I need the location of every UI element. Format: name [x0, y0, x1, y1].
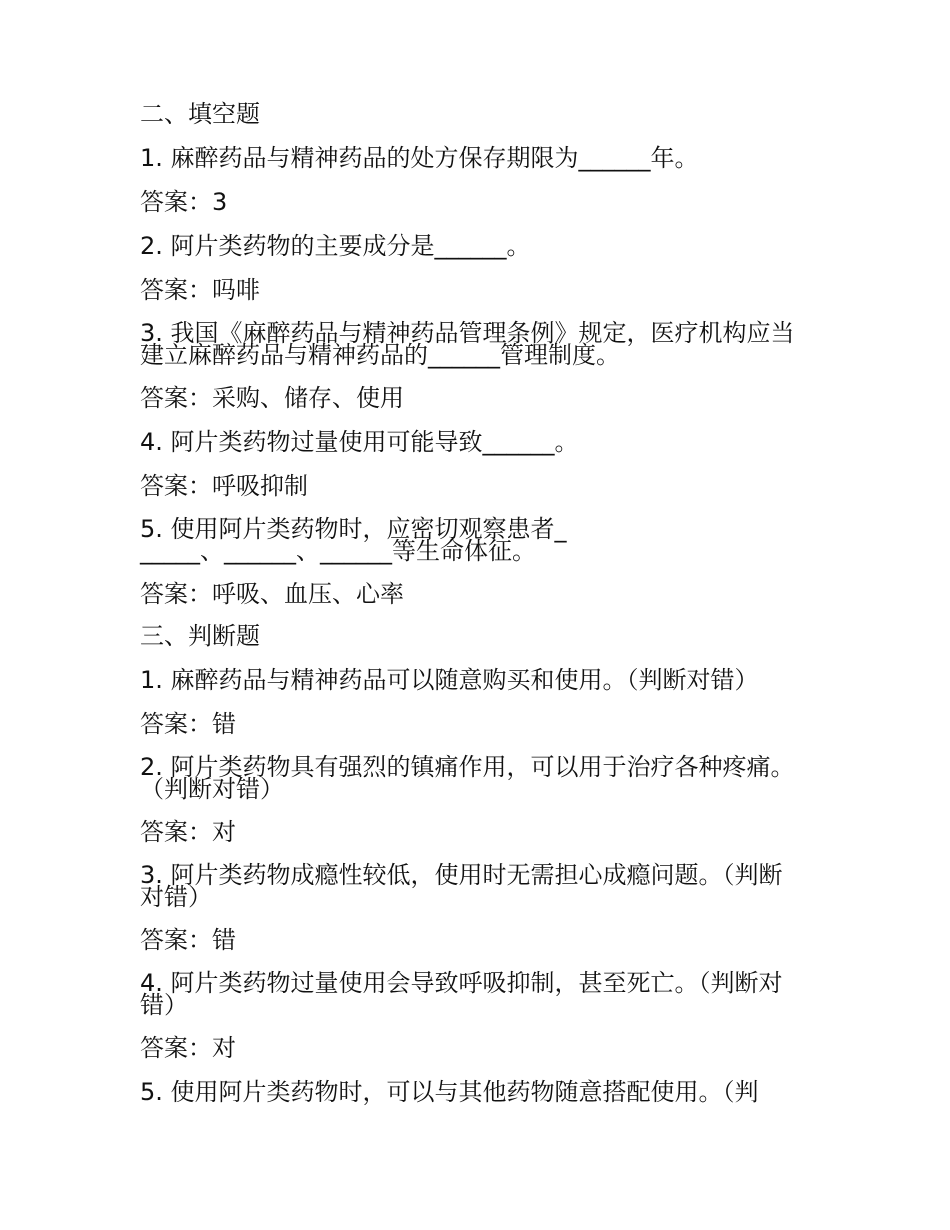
document-page [140, 102, 800, 1104]
section-heading-judge: 三、判断题 [140, 622, 260, 650]
fill-answer-5: 答案：呼吸、血压、心率 [140, 580, 404, 608]
fill-question-4: 4. 阿片类药物过量使用可能导致______。 [140, 428, 579, 456]
judge-question-4: 4. 阿片类药物过量使用会导致呼吸抑制，甚至死亡。（判断对错） [140, 969, 783, 1019]
judge-answer-1: 答案：错 [140, 710, 236, 738]
fill-answer-4: 答案：呼吸抑制 [140, 472, 308, 500]
judge-question-1: 1. 麻醉药品与精神药品可以随意购买和使用。（判断对错） [140, 666, 759, 694]
judge-question-5: 5. 使用阿片类药物时，可以与其他药物随意搭配使用。（判 [140, 1078, 759, 1106]
fill-answer-2: 答案：吗啡 [140, 276, 260, 304]
judge-answer-2: 答案：对 [140, 818, 236, 846]
fill-question-5: 5. 使用阿片类药物时，应密切观察患者______、______、______等生命体征。 [140, 515, 567, 565]
judge-question-3: 3. 阿片类药物成瘾性较低，使用时无需担心成瘾问题。（判断对错） [140, 861, 783, 911]
fill-question-2: 2. 阿片类药物的主要成分是______。 [140, 232, 531, 260]
judge-answer-4: 答案：对 [140, 1034, 236, 1062]
section-heading-fill: 二、填空题 [140, 100, 260, 128]
fill-answer-3: 答案：采购、储存、使用 [140, 384, 404, 412]
fill-answer-1: 答案：3 [140, 188, 228, 216]
judge-question-2: 2. 阿片类药物具有强烈的镇痛作用，可以用于治疗各种疼痛。（判断对错） [140, 753, 795, 803]
judge-answer-3: 答案：错 [140, 926, 236, 954]
fill-question-3: 3. 我国《麻醉药品与精神药品管理条例》规定，医疗机构应当建立麻醉药品与精神药品的______管理制度。 [140, 319, 795, 369]
fill-question-1: 1. 麻醉药品与精神药品的处方保存期限为______年。 [140, 144, 699, 172]
